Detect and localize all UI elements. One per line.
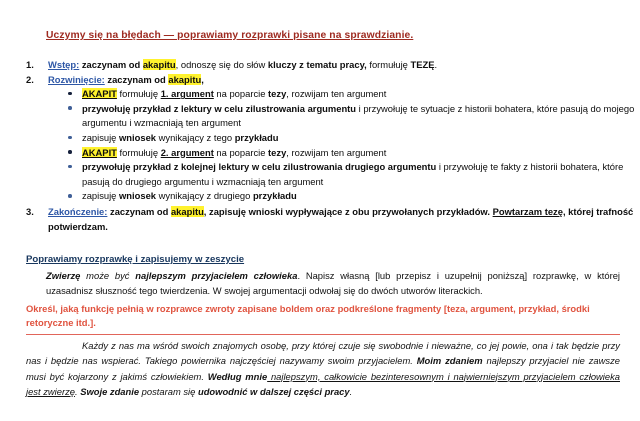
bullet-item [0,160,640,189]
bullet-text: na poparcie [213,146,269,158]
bullet-text-bold: tezy [268,88,287,100]
highlight-akapit-lead: AKAPIT [82,88,117,100]
bullet-text: zapisuję [82,190,120,202]
bullet-item [0,102,640,131]
outline-number: 1. [26,59,34,70]
bullet-item [0,87,640,102]
highlight-akapit: akapitu [142,59,176,70]
outline-label-zakonczenie: Zakończenie: [48,205,108,217]
outline-text-bold: TEZĘ [410,59,435,70]
outline-text: , [201,73,204,85]
bullet-text-bold: przywołuję przykład z kolejnej lektury w celu zilustrowania drugiego argumentu [82,161,437,173]
outline-text: . [434,59,438,70]
bullet-text: i przywołuję te sytuacje z historii bohatera, które pasują do mojego argumentu i wzmacniają ten argument [82,102,635,129]
outline-text: zaczynam od [110,205,171,217]
bullet-text-bold: tezy [268,146,287,158]
outline-label-rozwiniecie: Rozwinięcie: [48,73,105,85]
bullet-text-bold: przykładu [252,190,297,202]
essay-run-underline: najlepszym, całkowicie bezinteresownym i najwierniejszym przyjacielem człowieka jest zwierzę [26,370,620,397]
outline-text-underline: Powtarzam tezę [492,205,563,217]
bullet-dot-icon [68,150,72,154]
bullet-item [0,146,640,161]
bullet-item [0,189,640,204]
bullet-text: formułuję [116,146,161,158]
outline-number: 2. [26,73,34,85]
outline-item-zakonczenie [0,205,640,234]
bullet-text-bold: 2. argument [160,146,214,158]
bullet-item [0,131,640,146]
task-topic-italic: może być [80,270,136,281]
essay-paragraph [26,338,620,399]
bullet-dot-icon [68,136,72,140]
bullet-text-bold: wniosek [119,190,157,202]
task-topic-bold: najlepszym przyjacielem człowieka [135,270,298,281]
task-block [46,268,620,298]
outline-label-wstep: Wstęp: [48,59,80,70]
highlight-akapit: akapitu [170,205,204,217]
bullet-text-bold: wniosek [119,131,157,143]
section-heading: Poprawiamy rozprawkę i zapisujemy w zeszycie [26,254,245,265]
essay-run-bold: Moim zdaniem [416,355,483,367]
essay-run: najlepszy przyjaciel nie zawsze musi być kojarzony z jakimś człowiekiem. [26,355,620,382]
outline-text: , zapisuję wnioski wypływające z obu przywołanych przykładów. [203,205,493,217]
essay-text [26,338,620,399]
bullet-text: na poparcie [213,88,269,100]
essay-run-bold: Według mnie [207,370,268,382]
bullet-text: zapisuję [82,131,120,143]
page-title: Uczymy się na błędach — poprawiamy rozprawki pisane na sprawdzianie. [46,30,414,41]
outline-number: 3. [26,205,34,217]
bullet-text: , rozwijam ten argument [286,88,387,100]
outline-text-bold: kluczy z tematu pracy, [267,59,367,70]
bullet-text: formułuję [116,88,161,100]
essay-run: postaram się [139,385,198,397]
highlight-akapit: akapitu [168,73,202,85]
outline-text: zaczynam od [107,73,169,85]
outline-item-wstep [0,58,640,73]
outline-list [0,58,640,234]
bullet-text: , rozwijam ten argument [286,146,387,158]
essay-run-bold: Swoje zdanie [80,385,140,397]
task-red-instruction: Określ, jaką funkcję pełnią w rozprawce zwroty zapisane boldem oraz podkreślone fragmenty [teza, argument, przykład, środki retoryczne itd.]. [26,302,620,335]
task-topic-bold: Zwierzę [46,270,81,281]
bullet-text-bold: przywołuję przykład z lektury w celu zilustrowania argumentu [82,102,357,114]
bullet-text-bold: przykładu [234,131,279,143]
bullet-text: i przywołuję te fakty z historii bohatera, które pasują do drugiego argumentu i wzmacniają ten argument [82,161,624,187]
essay-run: . [349,385,353,397]
bullet-dot-icon [68,165,72,169]
bullet-text-bold: 1. argument [160,88,214,100]
outline-text: formułuję [366,59,411,70]
task-instructions: . Napisz własną [lub przepisz i uzupełnij poniższą] rozprawkę, w której uzasadnisz słuszność tego twierdzenia. W swojej argumentacji odwołaj się do dwóch utworów literackich. [46,270,620,296]
outline-text: , odnoszę się do słów [175,59,268,70]
bullet-dot-icon [68,194,72,198]
bullet-text: wynikający z drugiego [156,190,253,202]
essay-run-bold: udowodnić w dalszej części pracy [197,385,350,397]
essay-run: . [74,385,81,397]
bullet-dot-icon [68,92,72,96]
bullet-dot-icon [68,106,72,110]
outline-text: zaczynam od [81,59,143,70]
essay-run: Każdy z nas ma wśród swoich znajomych osobę, przy której czuje się swobodnie i nieważne, co jej powie, ona i tak będzie przy nas i będzie nas wspierać. Takiego powiernika najczęściej nazywamy swoim przyjacielem. [26,340,620,367]
outline-text: , której trafność potwierdzam. [48,205,634,232]
outline-item-rozwiniecie [0,73,640,88]
highlight-akapit-lead: AKAPIT [82,146,117,158]
bullet-text: wynikający z tego [156,131,235,143]
